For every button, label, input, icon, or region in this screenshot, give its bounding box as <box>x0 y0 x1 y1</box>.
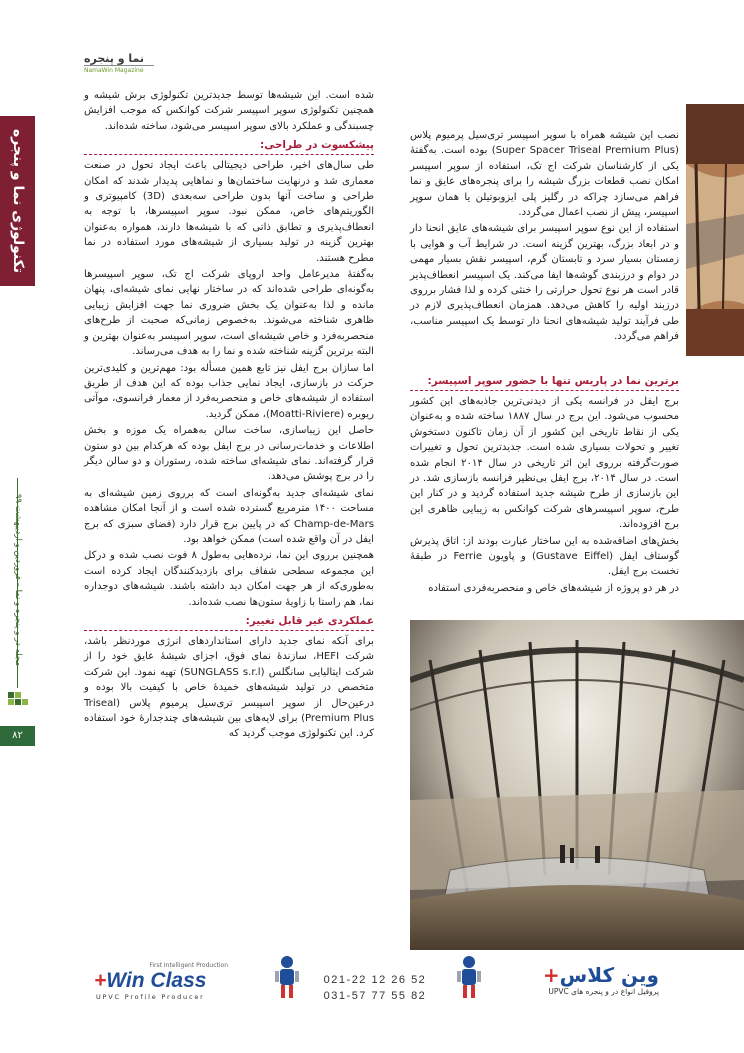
footer-advertisement <box>84 950 689 1008</box>
section-title: تکنولوژی نما و پنجره <box>9 128 26 274</box>
winclass-fa-name: وین کلاس+ <box>542 963 659 987</box>
phone-number: 031-57 77 55 82 <box>323 990 427 1002</box>
paragraph: حاصل این زیباسازی، ساخت سالن به‌همراه یک موزه و بخش اطلاعات و خدمات‌رسانی در برج ایفل بوده که هرکدام بین دو ستون قرار گرفته‌اند. نمای شیشه‌ای ساخته شده، رستوران و دو سالن دیگر را در برج پوشش می‌دهد. <box>84 425 374 483</box>
page-number: ۸۲ <box>0 726 35 746</box>
paragraph: نمای شیشه‌ای جدید به‌گونه‌ای است که برروی زمین شیشه‌ای به مساحت ۱۴۰۰ مترمربع گسترده شده است و از آنجا امکان مشاهده Champ-de-Mars که در پایین برج قرار دارد (فضای سبزی که برج ایفل در آن واقع شده است) ممکن خواهد بود. <box>84 487 374 545</box>
winclass-tagline: First Intelligent Production <box>149 962 228 969</box>
robot-mascot-icon <box>274 954 300 1000</box>
section-heading: پیشکسوت در طراحی: <box>84 137 374 155</box>
paragraph: شده است. این شیشه‌ها توسط جدیدترین تکنولوژی برش شیشه و همچنین تکنولوژی سوپر اسپیسر شرکت کوانکس که موجب افزایش چسبندگی و عملکرد بالای سوپر اسپیسر می‌شود، ساخته شده‌اند. <box>84 90 374 132</box>
paragraph: برج ایفل در فرانسه یکی از دیدنی‌ترین جاذبه‌های این کشور محسوب می‌شود. این برج در سال ۱۸۸۷ ساخته شده و به‌عنوان یکی از نقاط تاریخی این کشور از آن زمان تاکنون دستخوش تغییر و تحولات بسیاری شده است. جدیدترین تحول و تغییرات صورت‌گرفته برروی این اثر تاریخی در سال ۲۰۱۴ انجام شده است. در سال ۲۰۱۴، برج ایفل بی‌نظیر فرانسه بازسازی شد. در این بازسازی از طرح شیشه جدید استفاده گردید و در کنار این طرح، سوپر اسپیسرهای شرکت کوانکس به زیبایی ظاهری این برج افزوده‌اند. <box>410 396 679 531</box>
winclass-fa-subtitle: پروفیل انواع در و پنجره های UPVC <box>548 987 659 996</box>
winclass-en-logo <box>84 962 234 1002</box>
winclass-name-text: Win Class <box>106 969 207 992</box>
left-column <box>84 88 374 743</box>
paragraph: برای آنکه نمای جدید دارای استانداردهای انرژی موردنظر باشد، شرکت HEFI، سازندهٔ نمای فوق، اجزای شیشهٔ عایق خود را از شرکت ایتالیایی سانگلس (SUNGLASS s.r.l) تهیه نمود. این شرکت متخصص در تولید شیشه‌های خمیدهٔ خاص با کیفیت بالا بوده و درعین‌حال از سوپر اسپیسر تری‌سیل پرمیوم پلاس (Triseal Premium Plus) برای لایه‌های بین شیشه‌های چندجدارهٔ خود استفاده کرد. این تکنولوژی موجب گردید که <box>84 636 375 740</box>
section-heading: عملکردی غیر قابل تغییر: <box>84 613 374 631</box>
winclass-name: +Win Class <box>94 969 207 992</box>
paragraph: اما سازان برج ایفل نیز تابع همین مسأله بود: مهم‌ترین و کلیدی‌ترین حرکت در بازسازی، ایجاد نمایی جذاب بوده که این هدف از طریق استفاده از شیشه‌های خاص و منحصربه‌فرد از معمار فرانسوی، موآتی ریویره (Moatti-Riviere)، ممکن گردید. <box>84 362 374 420</box>
winclass-subtitle: UPVC Profile Producer <box>96 993 205 1001</box>
paragraph: بخش‌های اضافه‌شده به این ساختار عبارت بودند از: اتاق پذیرش گوستاف ایفل (Gustave Eiffel) و پاویون Ferrie در طبقهٔ نخست برج ایفل. <box>410 535 680 578</box>
grid-icon <box>8 692 28 710</box>
right-column-bottom <box>410 370 679 597</box>
issue-caption-text: مجله در و پنجره و نما – فروردین و اردیبهشت ۹۹ <box>13 493 23 667</box>
winclass-fa-logo <box>509 964 659 1004</box>
paragraph: طی سال‌های اخیر، طراحی دیجیتالی باعث ایجاد تحول در صنعت معماری شد و درنهایت ساختمان‌ها و نماهایی پدیدار شدند که امکان طراحی و ساخت آنها بدون طراحی سه‌بعدی (3D) کامپیوتری و الگوریتم‌های خاص، ممکن نبود. سوپر اسپیسرها، با توجه به انعطاف‌پذیری و تطابق ذاتی که با شیشه‌ها دارند، همواره به‌عنوان بهترین گزینه در تولید بسیاری از شیشه‌های مورد استفاده در نما مطرح هستند. <box>84 160 374 264</box>
paragraph: همچنین برروی این نما، نرده‌هایی به‌طول ۸ فوت نصب شده و درکل این مجموعه سطحی شفاف برای بازدیدکنندگان ایجاد کرده است به‌طوری‌که از هر جهت امکان دید داشته باشند. شیشه‌های دوجداره نما، هم راستا با زاویهٔ ستون‌ها نصب شده‌اند. <box>84 550 375 608</box>
section-heading: برترین نما در پاریس تنها با حضور سوپر اسپیسر: <box>410 373 679 391</box>
section-title-bar <box>0 116 35 286</box>
right-column-top <box>410 128 679 346</box>
paragraph: نصب این شیشه همراه با سوپر اسپیسر تری‌سیل پرمیوم پلاس (Super Spacer Triseal Premium Plus) بوده است. به‌گفتهٔ یکی از کارشناسان شرکت اج تک، استفاده از سوپر اسپیسر امکان نصب قطعات بزرگ شیشه را برای پنجره‌های عایق و نما فراهم می‌سازد چراکه در رگلیز پلی ایزوبوتیلن یا همان سوپر اسپیسر، پیش از نصب اعمال می‌گردد. <box>410 130 679 219</box>
phone-number: 021-22 12 26 52 <box>323 974 427 986</box>
paragraph: به‌گفتهٔ مدیرعامل واحد اروپای شرکت اج تک، سوپر اسپیسرها به‌گونه‌ای طراحی شده‌اند که در ساختار نهایی نمای شیشه‌ای، پنهان مانده و لذا به‌عنوان یک بخش ضروری نما جهت افزایش زیبایی ظاهری شناخته می‌شوند. به‌خصوص زمانی‌که صحبت از طرح‌های منحصربه‌فرد و خاص شیشه‌ای است، سوپر اسپیسر به‌عنوان بهترین و البته برترین گزینه شناخته شده و نما را به هدف می‌رساند. <box>84 269 374 358</box>
winclass-fa-name-text: وین کلاس <box>559 963 659 987</box>
paragraph: در هر دو پروژه از شیشه‌های خاص و منحصربه‌فردی استفاده <box>428 582 679 594</box>
paragraph: استفاده از این نوع سوپر اسپیسر برای شیشه‌های عایق انحنا دار و در ابعاد بزرگ، بهترین گزینه است. در شرایط آب و هوایی با زمستان بسیار سرد و تابستان گرم، اسپیسر نقش بسیار مهمی در دوام و درزبندی گوشه‌ها ایفا می‌کند. یک اسپیسر انعطاف‌پذیر قادر است هر نوع تحول حرارتی را خنثی کرده و لذا فشار برروی درزبند اولیه را کاهش می‌دهد. همزمان انعطاف‌پذیری لازم در طی فرآیند تولید شیشه‌های انحنا دار توسط یک اسپیسر مناسب، فراهم می‌گردد. <box>410 223 679 343</box>
eiffel-interior-photo <box>686 104 744 356</box>
magazine-logo <box>84 52 154 76</box>
eiffel-glass-floor-photo <box>410 620 744 950</box>
issue-caption <box>7 485 29 675</box>
contact-phones <box>320 972 430 1004</box>
logo-subtitle: NamaWin Magazine <box>84 65 154 75</box>
robot-mascot-icon <box>456 954 482 1000</box>
logo-title: نما و پنجره <box>84 52 145 65</box>
